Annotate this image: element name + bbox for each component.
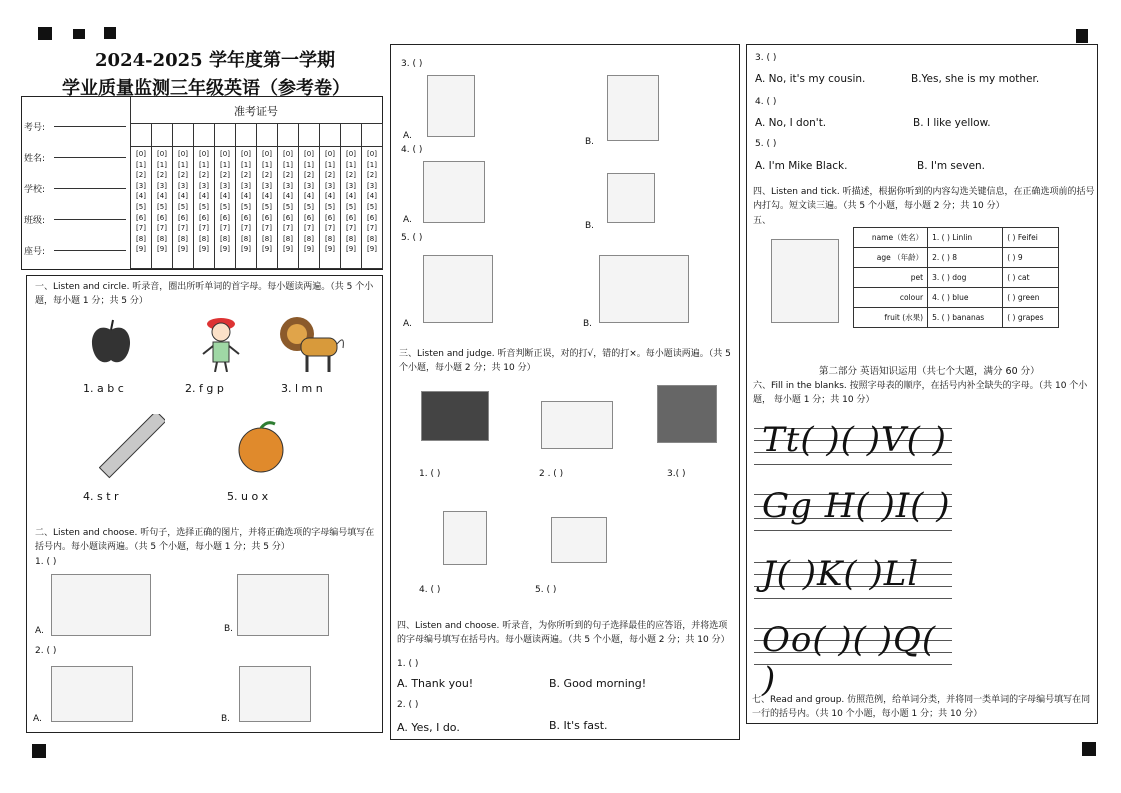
section-5-title: 四、Listen and tick. 听描述，根据你听到的内容勾选关键信息，在正确选项前的括号内打勾。短文读三遍。（共 5 个小题，每小题 2 分；共 10 分）: [753, 187, 1095, 211]
boy-with-rabbit-picture: [237, 574, 329, 636]
option-a: A.: [403, 131, 412, 141]
digit-bubble[interactable]: [1]: [136, 160, 146, 169]
digit-bubble[interactable]: [9]: [199, 245, 209, 254]
digit-bubble[interactable]: [1]: [325, 160, 335, 169]
digit-bubble[interactable]: [8]: [241, 234, 251, 243]
digit-bubble[interactable]: [8]: [262, 234, 272, 243]
section-5-number: 五、: [753, 216, 772, 226]
label-school: 学校:: [24, 185, 46, 195]
section-6-title: 六、Fill in the blanks. 按照字母表的顺序，在括号内补全缺失的字母。（共 10 个小题， 每小题 1 分；共 10 分）: [753, 381, 1088, 405]
digit-bubble[interactable]: [0]: [304, 150, 314, 158]
photo-1: [421, 391, 489, 441]
letters-row-3: J( )K( )Ll: [762, 554, 920, 594]
digit-bubble[interactable]: [1]: [178, 160, 188, 169]
elephant-picture: [657, 385, 717, 443]
digit-bubble[interactable]: [0]: [220, 150, 230, 158]
girl-icon: [199, 314, 243, 372]
exam-subtitle: 学业质量监测三年级英语（参考卷）: [62, 78, 350, 99]
digit-bubble[interactable]: [6]: [283, 213, 293, 222]
s4-q3: 3. ( ): [755, 53, 777, 63]
digit-bubble[interactable]: [6]: [178, 213, 188, 222]
s3-item-1: 1. ( ): [419, 469, 441, 479]
s3-item-4: 4. ( ): [419, 585, 441, 595]
registration-mark: [1082, 742, 1096, 756]
digit-bubble[interactable]: [5]: [283, 202, 293, 211]
info-labels: [24, 115, 132, 270]
digit-bubble[interactable]: [3]: [262, 181, 272, 190]
digit-bubble[interactable]: [4]: [304, 192, 314, 201]
digit-bubble[interactable]: [5]: [136, 202, 146, 211]
s4-q1-a: A. Thank you!: [397, 677, 474, 690]
digit-bubble[interactable]: [0]: [199, 150, 209, 158]
digit-bubble[interactable]: [7]: [262, 224, 272, 233]
digit-bubble[interactable]: [4]: [136, 192, 146, 201]
digit-bubble[interactable]: [1]: [304, 160, 314, 169]
digit-bubble[interactable]: [2]: [178, 171, 188, 180]
digit-bubble[interactable]: [4]: [241, 192, 251, 201]
digit-bubble[interactable]: [5]: [262, 202, 272, 211]
label-exam-number: 考号:: [24, 123, 46, 133]
s4-q2: 2. ( ): [397, 700, 419, 710]
digit-bubble[interactable]: [4]: [325, 192, 335, 201]
tick-row: [854, 228, 1059, 248]
digit-bubble[interactable]: [6]: [220, 213, 230, 222]
digit-bubble[interactable]: [0]: [325, 150, 335, 158]
s4-q1: 1. ( ): [397, 659, 419, 669]
digit-bubble[interactable]: [0]: [178, 150, 188, 158]
digit-bubble[interactable]: [8]: [178, 234, 188, 243]
s2-q3: 3. ( ): [401, 59, 423, 69]
ruler-icon: [99, 414, 165, 480]
tick-cell[interactable]: ( ) green: [1003, 288, 1059, 308]
digit-bubble[interactable]: [8]: [304, 234, 314, 243]
s2-q5: 5. ( ): [401, 233, 423, 243]
ticket-digit-box[interactable]: [152, 124, 173, 147]
s4-q2-a: A. Yes, I do.: [397, 721, 460, 734]
digit-bubble[interactable]: [6]: [346, 213, 356, 222]
ticket-digit-column: [194, 147, 215, 269]
digit-bubble[interactable]: [0]: [241, 150, 251, 158]
kids-picture: [51, 666, 133, 722]
s4-q4-a: A. No, I don't.: [755, 117, 827, 129]
digit-bubble[interactable]: [7]: [304, 224, 314, 233]
digit-bubble[interactable]: [9]: [157, 245, 167, 254]
ticket-digit-box[interactable]: [257, 124, 278, 147]
ticket-digit-box[interactable]: [320, 124, 341, 147]
digit-bubble[interactable]: [7]: [199, 224, 209, 233]
tick-row: [854, 268, 1059, 288]
digit-bubble[interactable]: [8]: [346, 234, 356, 243]
digit-bubble[interactable]: [0]: [346, 150, 356, 158]
digit-bubble[interactable]: [9]: [136, 245, 146, 254]
tick-cell[interactable]: ( ) Feifei: [1003, 228, 1059, 248]
tick-table: [853, 227, 1059, 328]
digit-bubble[interactable]: [0]: [283, 150, 293, 158]
handwriting-row-4: [754, 620, 952, 700]
option-b: B.: [224, 624, 234, 634]
watering-picture: [423, 161, 485, 223]
digit-bubble[interactable]: [5]: [346, 202, 356, 211]
label-1: 1. a b c: [83, 382, 124, 395]
ticket-digit-column: [131, 147, 152, 269]
s4-q1-b: B. Good morning!: [549, 677, 647, 690]
digit-bubble[interactable]: [2]: [283, 171, 293, 180]
ticket-digit-column: [215, 147, 236, 269]
digit-bubble[interactable]: [8]: [283, 234, 293, 243]
digit-bubble[interactable]: [8]: [199, 234, 209, 243]
digit-bubble[interactable]: [0]: [136, 150, 146, 158]
section-4-title: 四、Listen and choose. 听录音，为你所听到的句子选择最佳的应答语，并将选项的字母编号填写在括号内。每小题读两遍。（共 5 个小题，每小题 2 分；共 10 分）: [397, 621, 730, 645]
handwriting-row-3: [754, 554, 952, 604]
tick-cell: colour: [854, 288, 928, 308]
tick-cell[interactable]: 2. ( ) 8: [928, 248, 1003, 268]
digit-bubble[interactable]: [5]: [241, 202, 251, 211]
digit-bubble[interactable]: [5]: [304, 202, 314, 211]
digit-bubble[interactable]: [7]: [283, 224, 293, 233]
digit-bubble[interactable]: [3]: [178, 181, 188, 190]
digit-bubble[interactable]: [3]: [199, 181, 209, 190]
section-1-title: 一、Listen and circle. 听录音，圈出所听单词的首字母。每小题读两遍。（共 5 个小题，每小题 1 分；共 5 分）: [35, 282, 374, 306]
label-class: 班级:: [24, 216, 46, 226]
label-name: 姓名:: [24, 154, 46, 164]
digit-bubble[interactable]: [8]: [367, 234, 377, 243]
grandma-picture: [427, 75, 475, 137]
registration-mark: [32, 744, 46, 758]
registration-mark: [104, 27, 116, 39]
birthday-cake-picture: [599, 255, 689, 323]
tick-cell: fruit (水果): [854, 308, 928, 328]
left-panel: [26, 275, 383, 733]
digit-bubble[interactable]: [1]: [346, 160, 356, 169]
digit-bubble[interactable]: [0]: [157, 150, 167, 158]
option-b: B.: [585, 221, 595, 231]
digit-bubble[interactable]: [3]: [157, 181, 167, 190]
exam-number-field[interactable]: [54, 126, 126, 127]
digit-bubble[interactable]: [4]: [178, 192, 188, 201]
s4-q3-b: B.Yes, she is my mother.: [911, 73, 1040, 85]
digit-bubble[interactable]: [1]: [262, 160, 272, 169]
s4-q3-a: A. No, it's my cousin.: [755, 73, 866, 85]
exam-title: 2024-2025 学年度第一学期: [95, 50, 335, 71]
ticket-number-label: 准考证号: [234, 105, 278, 118]
girl-with-cat-picture: [771, 239, 839, 323]
tick-cell[interactable]: ( ) grapes: [1003, 308, 1059, 328]
digit-bubble[interactable]: [5]: [178, 202, 188, 211]
digit-bubble[interactable]: [9]: [262, 245, 272, 254]
s2-q4: 4. ( ): [401, 145, 423, 155]
letters-row-1: Tt( )( )V( ): [762, 420, 947, 460]
digit-bubble[interactable]: [1]: [283, 160, 293, 169]
registration-mark: [73, 29, 85, 39]
ticket-digit-box[interactable]: [299, 124, 320, 147]
tick-cell: age （年龄）: [854, 248, 928, 268]
option-a: A.: [403, 319, 412, 329]
s4-q4-b: B. I like yellow.: [913, 117, 991, 129]
ticket-digit-box[interactable]: [236, 124, 257, 147]
section-2-title: 二、Listen and choose. 听句子，选择正确的图片，并将正确选项的字母编号填写在括号内。每小题读两遍。（共 5 个小题，每小题 1 分；共 5 分）: [35, 528, 375, 552]
name-field[interactable]: [54, 157, 126, 158]
digit-bubble[interactable]: [2]: [367, 171, 377, 180]
class-field[interactable]: [54, 219, 126, 220]
digit-bubble[interactable]: [2]: [346, 171, 356, 180]
ticket-digit-column: [257, 147, 278, 269]
tick-cell: pet: [854, 268, 928, 288]
digit-bubble[interactable]: [6]: [325, 213, 335, 222]
ticket-digit-box[interactable]: [131, 124, 152, 147]
tick-cell: name（姓名）: [854, 228, 928, 248]
ticket-digit-column: [278, 147, 299, 269]
digit-bubble[interactable]: [9]: [325, 245, 335, 254]
digit-bubble[interactable]: [3]: [325, 181, 335, 190]
handwriting-row-2: [754, 486, 952, 536]
digit-bubble[interactable]: [7]: [346, 224, 356, 233]
label-seat: 座号:: [24, 247, 46, 257]
s3-item-3: 3.( ): [667, 469, 686, 479]
apple-icon: [89, 318, 133, 366]
s4-q4: 4. ( ): [755, 97, 777, 107]
tick-row: [854, 248, 1059, 268]
s2-q1: 1. ( ): [35, 557, 57, 567]
digit-bubble[interactable]: [3]: [136, 181, 146, 190]
option-b: B.: [221, 714, 231, 724]
digit-bubble[interactable]: [4]: [283, 192, 293, 201]
ticket-digit-box[interactable]: [215, 124, 236, 147]
digit-bubble[interactable]: [6]: [262, 213, 272, 222]
registration-mark: [1076, 29, 1088, 43]
digit-bubble[interactable]: [6]: [367, 213, 377, 222]
digit-bubble[interactable]: [4]: [262, 192, 272, 201]
digit-bubble[interactable]: [6]: [304, 213, 314, 222]
digit-bubble[interactable]: [6]: [199, 213, 209, 222]
gift-picture: [239, 666, 311, 722]
ticket-digit-column: [299, 147, 320, 269]
digit-bubble[interactable]: [7]: [136, 224, 146, 233]
ticket-digit-column: [152, 147, 173, 269]
s3-item-5: 5. ( ): [535, 585, 557, 595]
digit-bubble[interactable]: [2]: [262, 171, 272, 180]
digit-bubble[interactable]: [9]: [367, 245, 377, 254]
school-field[interactable]: [54, 188, 126, 189]
digit-bubble[interactable]: [4]: [346, 192, 356, 201]
digit-bubble[interactable]: [7]: [220, 224, 230, 233]
planting-picture: [607, 173, 655, 223]
digit-bubble[interactable]: [7]: [157, 224, 167, 233]
digit-bubble[interactable]: [5]: [220, 202, 230, 211]
s3-item-2: 2 . ( ): [539, 469, 564, 479]
digit-bubble[interactable]: [2]: [220, 171, 230, 180]
digit-bubble[interactable]: [8]: [220, 234, 230, 243]
ticket-digit-column: [320, 147, 341, 269]
ticket-digit-column: [173, 147, 194, 269]
digit-bubble[interactable]: [7]: [367, 224, 377, 233]
option-a: A.: [403, 215, 412, 225]
digit-bubble[interactable]: [3]: [241, 181, 251, 190]
s4-q2-b: B. It's fast.: [549, 719, 608, 732]
label-3: 3. l m n: [281, 382, 323, 395]
section-7-title: 七、Read and group. 仿照范例，给单词分类，并将同一类单词的字母编号填写在同一行的括号内。（共 10 个小题，每小题 1 分；共 10 分）: [752, 695, 1091, 719]
ticket-digit-box[interactable]: [194, 124, 215, 147]
digit-bubble[interactable]: [4]: [367, 192, 377, 201]
digit-bubble[interactable]: [4]: [199, 192, 209, 201]
digit-bubble[interactable]: [7]: [325, 224, 335, 233]
digit-bubble[interactable]: [6]: [241, 213, 251, 222]
digit-bubble[interactable]: [9]: [178, 245, 188, 254]
option-a: A.: [33, 714, 42, 724]
ticket-digit-box[interactable]: [173, 124, 194, 147]
digit-bubble[interactable]: [2]: [304, 171, 314, 180]
digit-bubble[interactable]: [9]: [346, 245, 356, 254]
digit-bubble[interactable]: [3]: [367, 181, 377, 190]
man-picture: [607, 75, 659, 141]
digit-bubble[interactable]: [8]: [136, 234, 146, 243]
tick-cell[interactable]: 1. ( ) Linlin: [928, 228, 1003, 248]
ticket-number-grid: [130, 123, 383, 269]
option-b: B.: [585, 137, 595, 147]
option-a: A.: [35, 626, 44, 636]
option-b: B.: [583, 319, 593, 329]
label-5: 5. u o x: [227, 490, 269, 503]
digit-bubble[interactable]: [5]: [157, 202, 167, 211]
cake-picture: [423, 255, 493, 323]
tick-row: [854, 308, 1059, 328]
letters-row-4: Oo( )( )Q( ): [762, 620, 937, 700]
orange-icon: [235, 420, 287, 474]
label-2: 2. f g p: [185, 382, 224, 395]
digit-bubble[interactable]: [0]: [367, 150, 377, 158]
digit-bubble[interactable]: [9]: [304, 245, 314, 254]
s4-q5-b: B. I'm seven.: [917, 160, 986, 172]
lion-icon: [277, 314, 347, 374]
tick-cell[interactable]: ( ) cat: [1003, 268, 1059, 288]
digit-bubble[interactable]: [1]: [199, 160, 209, 169]
no-camera-picture: [551, 517, 607, 563]
s2-q2: 2. ( ): [35, 646, 57, 656]
tick-row: [854, 288, 1059, 308]
tick-cell[interactable]: 3. ( ) dog: [928, 268, 1003, 288]
letters-row-2: Gg H( )I( ): [762, 486, 951, 526]
tick-cell[interactable]: ( ) 9: [1003, 248, 1059, 268]
seat-field[interactable]: [54, 250, 126, 251]
digit-bubble[interactable]: [6]: [157, 213, 167, 222]
digit-bubble[interactable]: [1]: [241, 160, 251, 169]
digit-bubble[interactable]: [7]: [241, 224, 251, 233]
digit-bubble[interactable]: [8]: [325, 234, 335, 243]
digit-bubble[interactable]: [2]: [241, 171, 251, 180]
digit-bubble[interactable]: [4]: [157, 192, 167, 201]
s4-q5: 5. ( ): [755, 139, 777, 149]
ticket-digit-box[interactable]: [362, 124, 383, 147]
digit-bubble[interactable]: [1]: [367, 160, 377, 169]
classroom-picture: [51, 574, 151, 636]
ticket-digit-box[interactable]: [341, 124, 362, 147]
digit-bubble[interactable]: [1]: [220, 160, 230, 169]
registration-mark: [38, 27, 52, 40]
digit-bubble[interactable]: [9]: [241, 245, 251, 254]
digit-bubble[interactable]: [9]: [283, 245, 293, 254]
ticket-digit-column: [236, 147, 257, 269]
digit-bubble[interactable]: [5]: [325, 202, 335, 211]
digit-bubble[interactable]: [2]: [157, 171, 167, 180]
part-2-title: 第二部分 英语知识运用（共七个大题，满分 60 分）: [819, 366, 1040, 377]
ticket-digit-box[interactable]: [278, 124, 299, 147]
digit-bubble[interactable]: [3]: [346, 181, 356, 190]
digit-bubble[interactable]: [5]: [367, 202, 377, 211]
digit-bubble[interactable]: [3]: [220, 181, 230, 190]
digit-bubble[interactable]: [1]: [157, 160, 167, 169]
ticket-digit-column: [362, 147, 383, 269]
digit-bubble[interactable]: [2]: [199, 171, 209, 180]
banana-picture: [541, 401, 613, 449]
digit-bubble[interactable]: [3]: [304, 181, 314, 190]
s4-q5-a: A. I'm Mike Black.: [755, 160, 848, 172]
digit-bubble[interactable]: [2]: [325, 171, 335, 180]
digit-bubble[interactable]: [7]: [178, 224, 188, 233]
ticket-digit-column: [341, 147, 362, 269]
boy-face-picture: [443, 511, 487, 565]
section-3-title: 三、Listen and judge. 听音判断正误，对的打√，错的打×。每小题读两遍。（共 5 个小题，每小题 2 分；共 10 分）: [399, 349, 731, 373]
digit-bubble[interactable]: [4]: [220, 192, 230, 201]
label-4: 4. s t r: [83, 490, 119, 503]
digit-bubble[interactable]: [3]: [283, 181, 293, 190]
digit-bubble[interactable]: [2]: [136, 171, 146, 180]
digit-bubble[interactable]: [9]: [220, 245, 230, 254]
digit-bubble[interactable]: [0]: [262, 150, 272, 158]
middle-panel: [390, 44, 740, 740]
tick-cell[interactable]: 4. ( ) blue: [928, 288, 1003, 308]
digit-bubble[interactable]: [8]: [157, 234, 167, 243]
tick-cell[interactable]: 5. ( ) bananas: [928, 308, 1003, 328]
handwriting-row-1: [754, 420, 952, 470]
info-box: [21, 96, 383, 270]
digit-bubble[interactable]: [5]: [199, 202, 209, 211]
digit-bubble[interactable]: [6]: [136, 213, 146, 222]
